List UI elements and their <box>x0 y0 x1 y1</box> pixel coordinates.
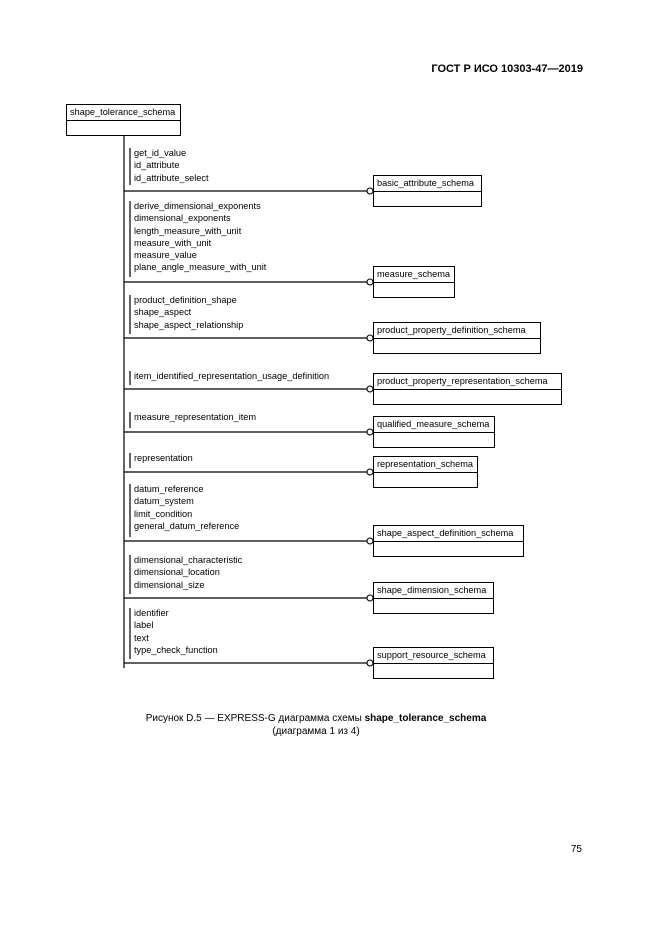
entity-list-product-property-definition <box>134 294 243 331</box>
entity-reference: get_id_value <box>134 148 187 158</box>
entity-reference: shape_aspect_relationship <box>134 319 244 330</box>
entity-list-product-property-representation <box>134 370 329 382</box>
schema-label: qualified_measure_schema <box>374 417 494 433</box>
entity-reference: dimensional_location <box>134 567 220 578</box>
entity-reference: limit_condition <box>134 508 193 519</box>
schema-box-shape-aspect-definition <box>373 525 524 557</box>
entity-reference: measure_representation_item <box>134 412 257 422</box>
schema-box-body <box>67 121 180 135</box>
main-schema-box <box>66 104 181 136</box>
schema-box-support-resource <box>373 647 494 679</box>
schema-label: support_resource_schema <box>374 648 493 664</box>
schema-label: shape_aspect_definition_schema <box>374 526 523 542</box>
schema-box-body <box>374 542 523 556</box>
schema-box-body <box>374 339 540 353</box>
entity-list-shape-dimension <box>134 554 242 591</box>
page-number: 75 <box>570 844 582 855</box>
schema-box-body <box>374 283 454 297</box>
entity-reference: general_datum_reference <box>134 520 240 531</box>
entity-list-shape-aspect-definition <box>134 483 239 532</box>
entity-list-qualified-measure <box>134 411 256 423</box>
schema-box-measure <box>373 266 455 298</box>
main-schema-label: shape_tolerance_schema <box>67 105 180 121</box>
entity-reference: type_check_function <box>134 644 218 655</box>
entity-reference: measure_with_unit <box>134 237 212 248</box>
entity-reference: id_attribute_select <box>134 172 209 183</box>
schema-box-representation <box>373 456 478 488</box>
entity-reference: plane_angle_measure_with_unit <box>134 262 267 273</box>
schema-box-shape-dimension <box>373 582 494 614</box>
schema-box-body <box>374 192 481 206</box>
entity-reference: dimensional_characteristic <box>134 555 243 565</box>
standard-header: ГОСТ Р ИСО 10303-47—2019 <box>431 63 583 75</box>
entity-list-measure <box>134 200 266 274</box>
schema-label: shape_dimension_schema <box>374 583 493 599</box>
caption-note: (диаграмма 1 из 4) <box>272 726 360 737</box>
schema-box-body <box>374 473 477 487</box>
entity-reference: datum_reference <box>134 484 204 494</box>
entity-reference: representation <box>134 453 193 463</box>
entity-reference: identifier <box>134 608 169 618</box>
schema-box-body <box>374 599 493 613</box>
caption-title <box>116 712 516 725</box>
schema-box-product-property-representation <box>373 373 562 405</box>
caption-schema-name: shape_tolerance_schema <box>364 713 487 724</box>
figure-caption <box>116 712 516 738</box>
schema-box-product-property-definition <box>373 322 541 354</box>
entity-reference: item_identified_representation_usage_definition <box>134 371 330 381</box>
schema-box-basic-attribute <box>373 175 482 207</box>
entity-reference: label <box>134 620 154 631</box>
schema-label: product_property_representation_schema <box>374 374 561 390</box>
entity-reference: text <box>134 632 149 643</box>
schema-box-body <box>374 433 494 447</box>
schema-label: basic_attribute_schema <box>374 176 481 192</box>
entity-reference: dimensional_size <box>134 579 205 590</box>
caption-text: Рисунок D.5 — EXPRESS-G диаграмма схемы <box>145 713 365 724</box>
entity-list-support-resource <box>134 607 218 656</box>
schema-label: representation_schema <box>374 457 477 473</box>
entity-list-basic-attribute <box>134 147 209 184</box>
schema-label: measure_schema <box>374 267 454 283</box>
entity-reference: length_measure_with_unit <box>134 225 242 236</box>
schema-box-body <box>374 664 493 678</box>
entity-reference: dimensional_exponents <box>134 213 231 224</box>
schema-label: product_property_definition_schema <box>374 323 540 339</box>
entity-reference: measure_value <box>134 250 197 261</box>
entity-reference: derive_dimensional_exponents <box>134 201 261 211</box>
entity-reference: id_attribute <box>134 160 180 171</box>
entity-list-representation <box>134 452 193 464</box>
entity-reference: product_definition_shape <box>134 295 237 305</box>
schema-box-qualified-measure <box>373 416 495 448</box>
entity-reference: shape_aspect <box>134 307 192 318</box>
entity-reference: datum_system <box>134 496 194 507</box>
schema-box-body <box>374 390 561 404</box>
